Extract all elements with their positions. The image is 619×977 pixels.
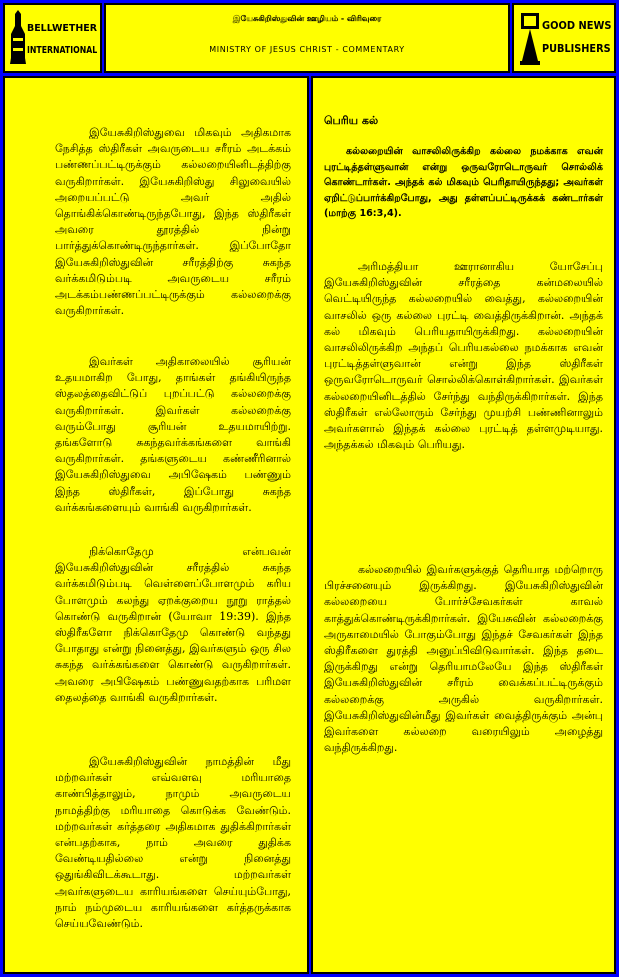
- bellwether-logo-panel: [3, 3, 102, 73]
- good-news-logo-icon: [518, 11, 542, 69]
- page-title-tamil: இயேசுகிறிஸ்துவின் ஊழியம் - விரிவுரை: [232, 14, 382, 23]
- right-column: [311, 76, 616, 974]
- title-panel: [104, 3, 510, 73]
- page-title-english: MINISTRY OF JESUS CHRIST - COMMENTARY: [209, 45, 405, 54]
- left-column: [3, 76, 309, 974]
- bellwether-logo-line-1: BELLWETHER: [27, 23, 98, 34]
- left-paragraph-2: இவர்கள் அதிகாலையில் சூரியன் உதயமாகிற போது, தாங்கள் தங்கியிருந்த ஸ்தலத்தைவிட்டுப் புறப்பட்டு கல்லறைக்கு வருகிறார்கள். இவர்கள் கல்லறைக்கு வரும்போது சூரியன் உதயமாயிற்று. தங்களோடு சுகந்தவர்க்கங்களை வாங்கி வருகிறார்கள். தங்களுடைய கண்ணீரினால் இயேசுகிறிஸ்துவை அபிஷேகம் பண்ணும் இந்த ஸ்திரீகள், இப்போது சுகந்த வர்க்கங்களையும் வாங்கி வருகிறார்கள்.: [55, 355, 291, 514]
- bellwether-logo-line-2: INTERNATIONAL: [27, 45, 98, 56]
- good-news-logo-line-2: PUBLISHERS: [542, 42, 611, 55]
- good-news-logo-line-1: GOOD NEWS: [542, 19, 612, 32]
- bellwether-logo: [5, 5, 100, 71]
- scripture-quote: கல்லறையின் வாசலிலிருக்கிற கல்லை நமக்காக எவன் புரட்டித்தள்ளுவான் என்று ஒருவரோடொருவர் சொல்லிக் கொண்டார்கள். அந்தக் கல் மிகவும் பெரிதாயிருந்தது; அவர்கள் ஏறிட்டுப்பார்க்கிறபோது, அது தள்ளப்பட்டிருக்கக் கண்டார்கள் (மாற்கு 16:3,4).: [324, 146, 603, 220]
- right-paragraph-1: அரிமத்தியா ஊரானாகிய யோசேப்பு இயேசுகிறிஸ்துவின் சரீரத்தை கன்மலையில் வெட்டியிருந்த கல்லறையில் வைத்து, கல்லறையின் வாசலில் ஒரு கல்லை புரட்டி வைத்திருக்கிறான். அந்தக் கல் மிகவும் பெரியதாயிருக்கிறது. கல்லறையின் வாசலிலிருக்கிற அந்தப் பெரியகல்லை நமக்காக எவன் புரட்டித்தள்ளுவான் என்று இந்த ஸ்திரீகள் ஒருவரோடொருவர் சொல்லிக்கொள்கிறார்கள். இவர்கள் கல்லறையினிடத்தில் சேர்ந்து வந்திருக்கிறார்கள். இந்த ஸ்திரீகள் எல்லோரும் சேர்ந்து முயற்சி பண்ணினாலும் அவர்களால் இந்தக் கல்லை புரட்டித் தள்ளமுடியாது. அந்தக்கல் மிகவும் பெரியது.: [324, 260, 603, 452]
- bellwether-logo-icon: [8, 8, 28, 70]
- left-paragraph-3: நிக்கொதேமு என்பவன் இயேசுகிறிஸ்துவின் சரீரத்தில் சுகந்த வர்க்கமிடும்படி வெள்ளைப்போளமும் கரிய போளமும் கலந்து ஏறக்குறைய நூறு ராத்தல் கொண்டு வருகிறான் (யோவா 19:39). இந்த ஸ்திரீகளோ நிக்கொதேமு கொண்டு வந்தது போதாது என்று நினைத்து, இவர்களும் ஒரு சில சுகந்த வர்க்கங்களை கொண்டு வருகிறார்கள். அவரை அபிஷேகம் பண்ணுவதற்காக பரிமள தைலத்தை வாங்கி வருகிறார்கள்.: [55, 545, 291, 704]
- right-paragraph-2: கல்லறையில் இவர்களுக்குத் தெரியாத மற்றொரு பிரச்சனையும் இருக்கிறது. இயேசுகிறிஸ்துவின் கல்லறையை போர்ச்சேவகர்கள் காவல் காத்துக்கொண்டிருக்கிறார்கள். இயேசுவின் கல்லறைக்கு அருகாமையில் போகும்போது இந்தச் சேவகர்கள் இந்த ஸ்திரீகளை துரத்தி அனுப்பிவிடுவார்கள். இந்த தடை இருக்கிறது என்று தெரியாமலேயே இந்த ஸ்திரீகள் இயேசுகிறிஸ்துவின் சரீரம் வைக்கப்பட்டிருக்கும் கல்லறைக்கு அருகில் வருகிறார்கள். இயேசுகிறிஸ்துவின்மீது இவர்கள் வைத்திருக்கும் அன்பு இவர்களை கல்லறை வரையிலும் அழைத்து வந்திருக்கிறது.: [324, 563, 603, 755]
- good-news-logo-panel: [512, 3, 616, 73]
- left-paragraph-1: இயேசுகிறிஸ்துவை மிகவும் அதிகமாக நேசித்த ஸ்திரீகள் அவருடைய சரீரம் அடக்கம் பண்ணப்பட்டிருக்கும் கல்லறையினிடத்திற்கு வருகிறார்கள். இயேசுகிறிஸ்து சிலுவையில் அறையப்பட்டு அவர் அதில் தொங்கிக்கொண்டிருந்தபோது, இந்த ஸ்திரீகள் அவரை தூரத்தில் நின்று பார்த்துக்கொண்டிருந்தார்கள். இப்போதோ இயேசுகிறிஸ்துவின் சரீரத்திற்கு சுகந்த வர்க்கமிடும்படி அவருடைய சரீரம் அடக்கம்பண்ணப்பட்டிருக்கும் கல்லறைக்கு வருகிறார்கள்.: [55, 126, 291, 318]
- left-paragraph-4: இயேசுகிறிஸ்துவின் நாமத்தின் மீது மற்றவர்கள் எவ்வளவு மரியாதை காண்பித்தாலும், நாமும் அவருடைய நாமத்திற்கு மரியாதை கொடுக்க வேண்டும். மற்றவர்கள் கர்த்தரை அதிகமாக துதிக்கிறார்கள் என்பதற்காக, நாம் அவரை துதிக்க வேண்டியதில்லை என்று நினைத்து ஒதுங்கிவிடக்கூடாது. மற்றவர்கள் அவர்களுடைய காரியங்களை செய்யும்போது, நாம் நம்முடைய காரியங்களை கர்த்தருக்காக செய்யவேண்டும்.: [55, 755, 291, 931]
- good-news-logo: [514, 5, 614, 71]
- section-heading: பெரிய கல்: [324, 114, 379, 127]
